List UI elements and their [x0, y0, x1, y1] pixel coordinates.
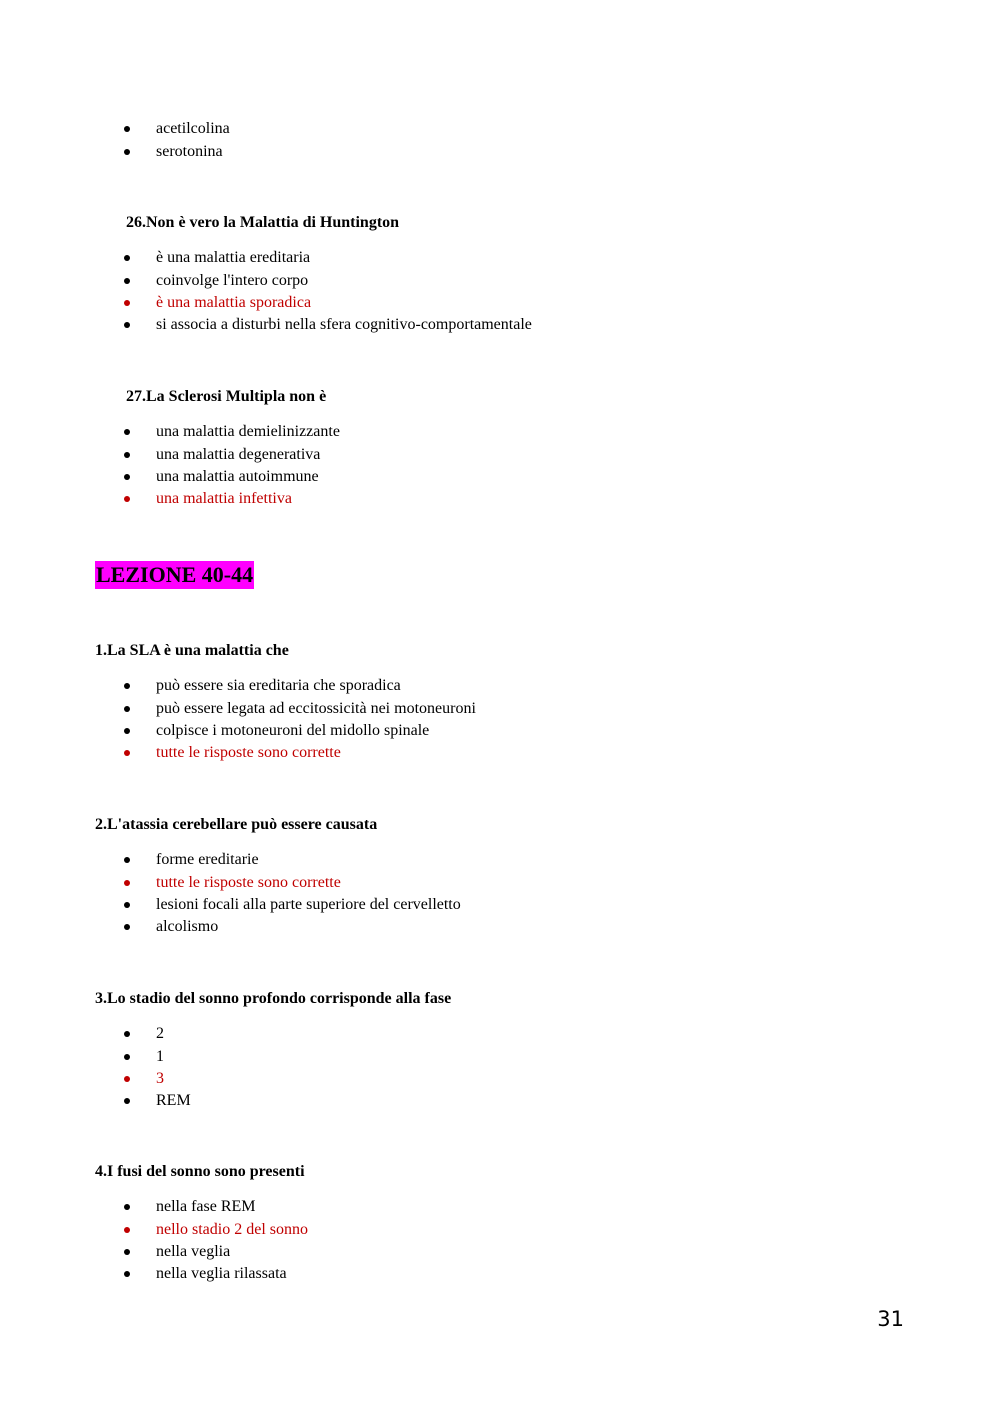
question-title-27: 27.La Sclerosi Multipla non è: [126, 388, 327, 405]
bullet: [124, 429, 130, 435]
answer-option: forme ereditarie: [156, 851, 259, 868]
answer-option: può essere sia ereditaria che sporadica: [156, 677, 401, 694]
bullet-correct: [124, 750, 130, 756]
answer-option: si associa a disturbi nella sfera cognitivo-comportamentale: [156, 316, 532, 333]
answer-option-correct: una malattia infettiva: [156, 490, 292, 507]
answer-option: è una malattia ereditaria: [156, 249, 311, 266]
answer-option: alcolismo: [156, 918, 219, 935]
page-number: 31: [877, 1307, 904, 1331]
answer-option: una malattia demielinizzante: [156, 423, 340, 440]
bullet: [124, 683, 130, 689]
bullet-correct: [124, 496, 130, 502]
bullet: [124, 1054, 130, 1060]
answer-option: nella veglia: [156, 1243, 231, 1260]
bullet: [124, 1204, 130, 1210]
answer-option-correct: nello stadio 2 del sonno: [156, 1221, 308, 1238]
question-title-1: 1.La SLA è una malattia che: [95, 642, 289, 659]
bullet: [124, 728, 130, 734]
bullet: [124, 278, 130, 284]
question-title-4: 4.I fusi del sonno sono presenti: [95, 1163, 305, 1180]
answer-option: REM: [156, 1092, 191, 1109]
answer-option: 1: [156, 1048, 164, 1065]
answer-option: può essere legata ad eccitossicità nei motoneuroni: [156, 700, 476, 717]
lesson-heading: LEZIONE 40-44: [96, 562, 254, 587]
bullet: [124, 706, 130, 712]
bullet: [124, 1271, 130, 1277]
answer-option: colpisce i motoneuroni del midollo spinale: [156, 722, 430, 739]
answer-option: lesioni focali alla parte superiore del cervelletto: [156, 896, 461, 913]
answer-option-correct: è una malattia sporadica: [156, 294, 312, 311]
bullet: [124, 924, 130, 930]
answer-option: coinvolge l'intero corpo: [156, 272, 309, 289]
question-title-26: 26.Non è vero la Malattia di Huntington: [126, 214, 400, 231]
bullet: [124, 322, 130, 328]
answer-option: nella fase REM: [156, 1198, 256, 1215]
answer-option: nella veglia rilassata: [156, 1265, 287, 1282]
bullet: [124, 452, 130, 458]
bullet: [124, 902, 130, 908]
question-title-3: 3.Lo stadio del sonno profondo corrisponde alla fase: [95, 990, 452, 1007]
answer-option-correct: tutte le risposte sono corrette: [156, 874, 341, 891]
bullet-correct: [124, 880, 130, 886]
bullet: [124, 255, 130, 261]
answer-option: 2: [156, 1025, 164, 1042]
question-title-2: 2.L'atassia cerebellare può essere causata: [95, 816, 378, 833]
answer-option: una malattia degenerativa: [156, 446, 321, 463]
bullet-correct: [124, 300, 130, 306]
answer-option-correct: 3: [156, 1070, 164, 1087]
bullet: [124, 1098, 130, 1104]
bullet: [124, 1249, 130, 1255]
bullet-correct: [124, 1227, 130, 1233]
bullet: [124, 857, 130, 863]
answer-option: una malattia autoimmune: [156, 468, 319, 485]
bullet: [124, 149, 130, 155]
answer-option-correct: tutte le risposte sono corrette: [156, 744, 341, 761]
bullet: [124, 474, 130, 480]
bullet-correct: [124, 1076, 130, 1082]
answer-option: acetilcolina: [156, 120, 230, 137]
answer-option: serotonina: [156, 143, 223, 160]
bullet: [124, 1031, 130, 1037]
bullet: [124, 126, 130, 132]
